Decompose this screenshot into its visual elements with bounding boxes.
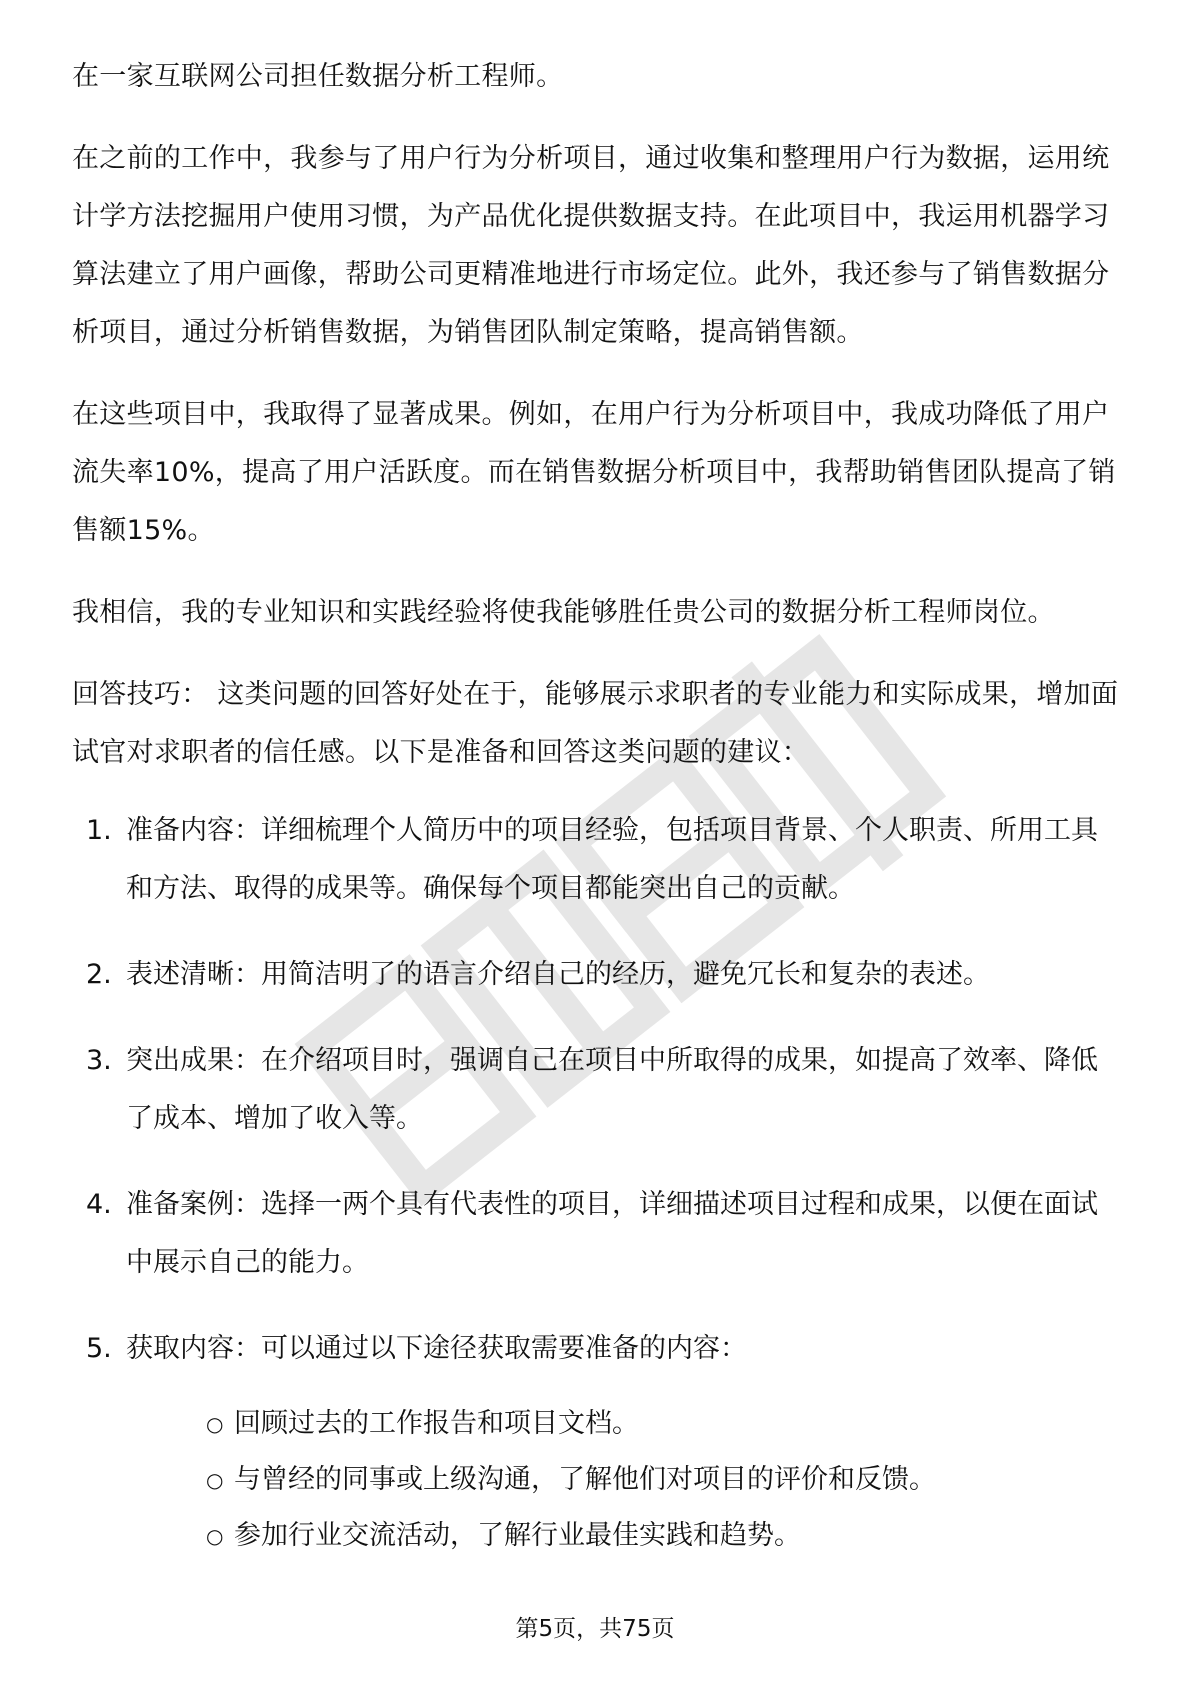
sub-item-text: 回顾过去的工作报告和项目文档。 [234, 1408, 639, 1439]
conclusion-paragraph: 我相信，我的专业知识和实践经验将使我能够胜任贵公司的数据分析工程师岗位。 [72, 597, 1055, 628]
tip-number: 4. [86, 1189, 112, 1220]
sub-item-text: 参加行业交流活动，了解行业最佳实践和趋势。 [234, 1520, 801, 1551]
circle-bullet-icon: ○ [206, 1412, 224, 1436]
experience-paragraph: 在之前的工作中，我参与了用户行为分析项目，通过收集和整理用户行为数据，运用统计学方法挖掘用户使用习惯，为产品优化提供数据支持。在此项目中，我运用机器学习算法建立了用户画像，帮助公司更精准地进行市场定位。此外，我还参与了销售数据分析项目，通过分析销售数据，为销售团队制定策略，提高销售额。 [72, 143, 1110, 348]
tip-number: 3. [86, 1045, 112, 1076]
tip-text: 突出成果：在介绍项目时，强调自己在项目中所取得的成果，如提高了效率、降低了成本、增加了收入等。 [126, 1045, 1098, 1134]
tip-number: 5. [86, 1333, 112, 1364]
tip-text: 获取内容：可以通过以下途径获取需要准备的内容： [126, 1333, 747, 1364]
tip-number: 1. [86, 815, 112, 846]
tip-text: 准备案例：选择一两个具有代表性的项目，详细描述项目过程和成果，以便在面试中展示自己的能力。 [126, 1189, 1098, 1278]
sub-list-item [126, 1396, 1122, 1452]
circle-bullet-icon: ○ [206, 1468, 224, 1492]
answer-tips-paragraph: 回答技巧： 这类问题的回答好处在于，能够展示求职者的专业能力和实际成果，增加面试官对求职者的信任感。以下是准备和回答这类问题的建议： [72, 679, 1119, 768]
tip-item [72, 802, 1122, 918]
main-content [72, 48, 1122, 1592]
results-paragraph: 在这些项目中，我取得了显著成果。例如，在用户行为分析项目中，我成功降低了用户流失率10%，提高了用户活跃度。而在销售数据分析项目中，我帮助销售团队提高了销售额15%。 [72, 399, 1116, 546]
sub-list [126, 1396, 1122, 1564]
tip-number: 2. [86, 959, 112, 990]
tip-item [72, 1032, 1122, 1148]
tip-item [72, 1320, 1122, 1564]
sub-list-item [126, 1452, 1122, 1508]
intro-paragraph: 在一家互联网公司担任数据分析工程师。 [72, 61, 564, 92]
tips-list [72, 802, 1122, 1564]
circle-bullet-icon: ○ [206, 1524, 224, 1548]
tip-item [72, 946, 1122, 1004]
tip-item [72, 1176, 1122, 1292]
sub-list-item [126, 1508, 1122, 1564]
tip-text: 准备内容：详细梳理个人简历中的项目经验，包括项目背景、个人职责、所用工具和方法、取得的成果等。确保每个项目都能突出自己的贡献。 [126, 815, 1098, 904]
sub-item-text: 与曾经的同事或上级沟通，了解他们对项目的评价和反馈。 [234, 1464, 936, 1495]
tip-text: 表述清晰：用简洁明了的语言介绍自己的经历，避免冗长和复杂的表述。 [126, 959, 990, 990]
page-footer: 第5页，共75页 [515, 1616, 675, 1642]
